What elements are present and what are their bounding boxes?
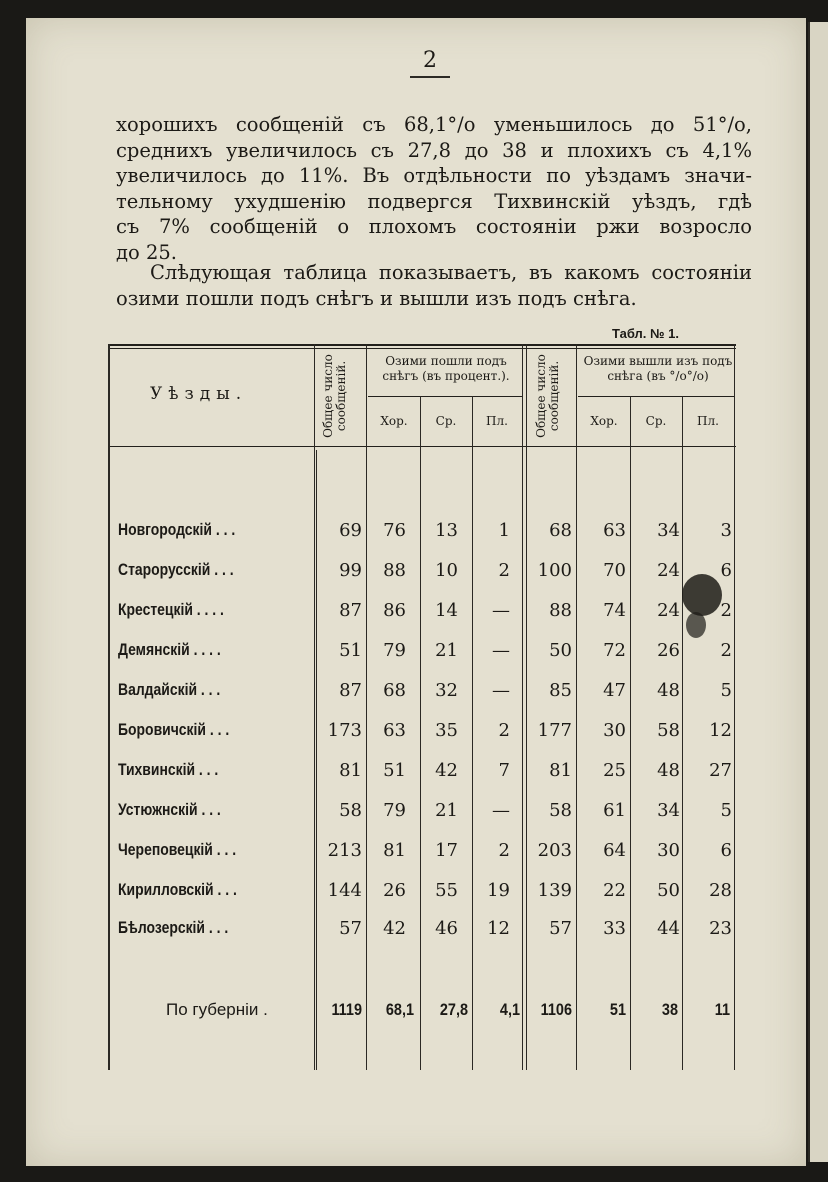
cell-pl-before: 2: [498, 560, 510, 581]
header-uezdy: Уѣзды.: [150, 384, 248, 404]
header-total-before: Общее число сообщеній.: [321, 354, 348, 438]
col-rule: [316, 450, 317, 1070]
cell-total-after: 100: [537, 560, 572, 581]
cell-hor-before: 81: [383, 840, 406, 861]
total-sr-before: 27,8: [439, 1000, 468, 1019]
cell-hor-after: 70: [603, 560, 626, 581]
cell-total-before: 87: [339, 600, 362, 621]
header-sr: Ср.: [435, 414, 457, 428]
header-group-before: Озими пошли подъ снѣгъ (въ процент.).: [382, 354, 510, 383]
cell-pl-before: —: [492, 800, 510, 821]
cell-sr-after: 58: [657, 720, 680, 741]
cell-total-before: 81: [339, 760, 362, 781]
cell-total-after: 88: [549, 600, 572, 621]
cell-hor-before: 79: [383, 800, 406, 821]
header-hor: Хор.: [380, 414, 408, 428]
cell-total-before: 69: [339, 520, 362, 541]
header-bottom-rule: [108, 446, 736, 447]
cell-pl-before: —: [492, 680, 510, 701]
cell-hor-before: 26: [383, 880, 406, 901]
cell-hor-after: 63: [603, 520, 626, 541]
cell-sr-before: 14: [435, 600, 458, 621]
cell-total-before: 213: [327, 840, 362, 861]
cell-hor-after: 22: [603, 880, 626, 901]
cell-hor-before: 86: [383, 600, 406, 621]
total-total-after: 1106: [540, 1000, 572, 1019]
cell-total-after: 58: [549, 800, 572, 821]
cell-sr-after: 34: [657, 520, 680, 541]
cell-total-after: 81: [549, 760, 572, 781]
col-rule: [526, 344, 527, 1070]
header-total-after: Общее число сообщеній.: [534, 354, 561, 438]
page-number: 2: [423, 48, 437, 73]
cell-total-before: 58: [339, 800, 362, 821]
col-rule: [522, 344, 523, 1070]
cell-pl-before: —: [492, 640, 510, 661]
cell-pl-after: 23: [709, 918, 732, 939]
text-line: Слѣдующая таблица показываетъ, въ какомъ состояніи: [150, 261, 752, 284]
cell-total-before: 51: [339, 640, 362, 661]
cell-hor-before: 88: [383, 560, 406, 581]
row-label: Старорусскій . . .: [118, 560, 234, 579]
row-label: Кирилловскій . . .: [118, 880, 237, 899]
cell-sr-before: 10: [435, 560, 458, 581]
cell-hor-before: 68: [383, 680, 406, 701]
row-label: Валдайскій . . .: [118, 680, 221, 699]
header-pl: Пл.: [486, 414, 508, 428]
header-hor: Хор.: [590, 414, 618, 428]
cell-pl-before: 2: [498, 840, 510, 861]
cell-hor-after: 30: [603, 720, 626, 741]
row-label: Череповецкій . . .: [118, 840, 237, 859]
cell-total-before: 57: [339, 918, 362, 939]
total-label: По губерніи .: [166, 1000, 268, 1019]
cell-pl-after: 5: [720, 680, 732, 701]
cell-total-after: 68: [549, 520, 572, 541]
table-top-rule-thin: [108, 348, 736, 349]
cell-sr-after: 24: [657, 560, 680, 581]
row-label: Боровичскій . . .: [118, 720, 230, 739]
cell-pl-before: 12: [487, 918, 510, 939]
table-left-rule: [108, 344, 110, 1070]
cell-pl-after: 6: [720, 840, 732, 861]
cell-total-after: 203: [537, 840, 572, 861]
cell-total-before: 87: [339, 680, 362, 701]
cell-pl-after: 28: [709, 880, 732, 901]
row-label: Новгородскій . . .: [118, 520, 236, 539]
cell-pl-before: —: [492, 600, 510, 621]
text-line: увеличилось до 11%. Въ отдѣльности по уѣздамъ значи-: [116, 164, 752, 187]
text-line: озими пошли подъ снѣгъ и вышли изъ подъ снѣга.: [116, 286, 637, 310]
cell-hor-after: 61: [603, 800, 626, 821]
cell-sr-after: 24: [657, 600, 680, 621]
cell-hor-before: 51: [383, 760, 406, 781]
col-rule: [734, 344, 735, 1070]
cell-hor-after: 72: [603, 640, 626, 661]
cell-pl-before: 19: [487, 880, 510, 901]
cell-sr-after: 26: [657, 640, 680, 661]
cell-total-before: 99: [339, 560, 362, 581]
total-pl-after: 11: [714, 1000, 730, 1019]
cell-sr-after: 44: [657, 918, 680, 939]
cell-hor-after: 33: [603, 918, 626, 939]
cell-hor-after: 74: [603, 600, 626, 621]
cell-sr-before: 42: [435, 760, 458, 781]
text-line: среднихъ увеличилось съ 27,8 до 38 и плохихъ съ 4,1%: [116, 138, 752, 162]
cell-total-after: 85: [549, 680, 572, 701]
ink-blot: [682, 574, 722, 616]
col-rule: [576, 344, 577, 1070]
row-label: Тихвинскій . . .: [118, 760, 219, 779]
row-label: Демянскій . . . .: [118, 640, 221, 659]
text-line: хорошихъ сообщеній съ 68,1°/o уменьшилось до 51°/o,: [116, 113, 752, 136]
paragraph-2: [116, 260, 752, 311]
cell-pl-after: 27: [709, 760, 732, 781]
row-label: Крестецкій . . . .: [118, 600, 224, 619]
group-before-rule: [368, 396, 522, 397]
cell-sr-before: 21: [435, 800, 458, 821]
total-hor-after: 51: [609, 1000, 626, 1019]
cell-sr-after: 48: [657, 680, 680, 701]
cell-hor-before: 63: [383, 720, 406, 741]
cell-pl-before: 7: [498, 760, 510, 781]
cell-total-after: 177: [537, 720, 572, 741]
cell-hor-after: 64: [603, 840, 626, 861]
cell-total-before: 173: [327, 720, 362, 741]
table-top-rule: [108, 344, 736, 346]
cell-pl-after: 3: [720, 520, 732, 541]
total-hor-before: 68,1: [385, 1000, 414, 1019]
cell-total-after: 57: [549, 918, 572, 939]
cell-pl-after: 5: [720, 800, 732, 821]
cell-pl-after: 2: [720, 640, 732, 661]
cell-sr-after: 50: [657, 880, 680, 901]
cell-sr-before: 55: [435, 880, 458, 901]
cell-hor-after: 47: [603, 680, 626, 701]
header-sr: Ср.: [645, 414, 667, 428]
cell-hor-after: 25: [603, 760, 626, 781]
cell-total-before: 144: [327, 880, 362, 901]
cell-sr-after: 34: [657, 800, 680, 821]
text-line: до 25.: [116, 240, 177, 264]
col-rule: [314, 344, 315, 1070]
cell-sr-before: 13: [435, 520, 458, 541]
cell-pl-before: 2: [498, 720, 510, 741]
header-pl: Пл.: [697, 414, 719, 428]
col-rule: [366, 344, 367, 1070]
total-pl-before: 4,1: [499, 1000, 520, 1019]
cell-sr-before: 32: [435, 680, 458, 701]
page-number-rule: [410, 76, 450, 78]
header-group-after: Озими вышли изъ подъ снѣга (въ °/o°/o): [583, 354, 733, 383]
cell-sr-after: 48: [657, 760, 680, 781]
cell-hor-before: 76: [383, 520, 406, 541]
cell-total-after: 139: [537, 880, 572, 901]
paragraph-1: [116, 112, 752, 265]
total-sr-after: 38: [661, 1000, 678, 1019]
cell-pl-after: 12: [709, 720, 732, 741]
cell-sr-after: 30: [657, 840, 680, 861]
cell-hor-before: 42: [383, 918, 406, 939]
ink-blot: [686, 612, 706, 638]
total-total-before: 1119: [331, 1000, 362, 1019]
text-line: тельному ухудшенію подвергся Тихвинскій уѣздъ, гдѣ: [116, 189, 752, 213]
text-line: съ 7% сообщеній о плохомъ состояніи ржи возросло: [116, 215, 752, 238]
cell-sr-before: 46: [435, 918, 458, 939]
group-after-rule: [578, 396, 734, 397]
cell-pl-before: 1: [498, 520, 510, 541]
cell-sr-before: 21: [435, 640, 458, 661]
cell-pl-after: 6: [720, 560, 732, 581]
next-page-edge: [808, 22, 828, 1162]
cell-pl-after: 2: [720, 600, 732, 621]
cell-sr-before: 35: [435, 720, 458, 741]
cell-hor-before: 79: [383, 640, 406, 661]
cell-sr-before: 17: [435, 840, 458, 861]
row-label: Бѣлозерскій . . .: [118, 918, 229, 937]
row-label: Устюжнскій . . .: [118, 800, 221, 819]
cell-total-after: 50: [549, 640, 572, 661]
table-label: Табл. № 1.: [612, 326, 679, 341]
